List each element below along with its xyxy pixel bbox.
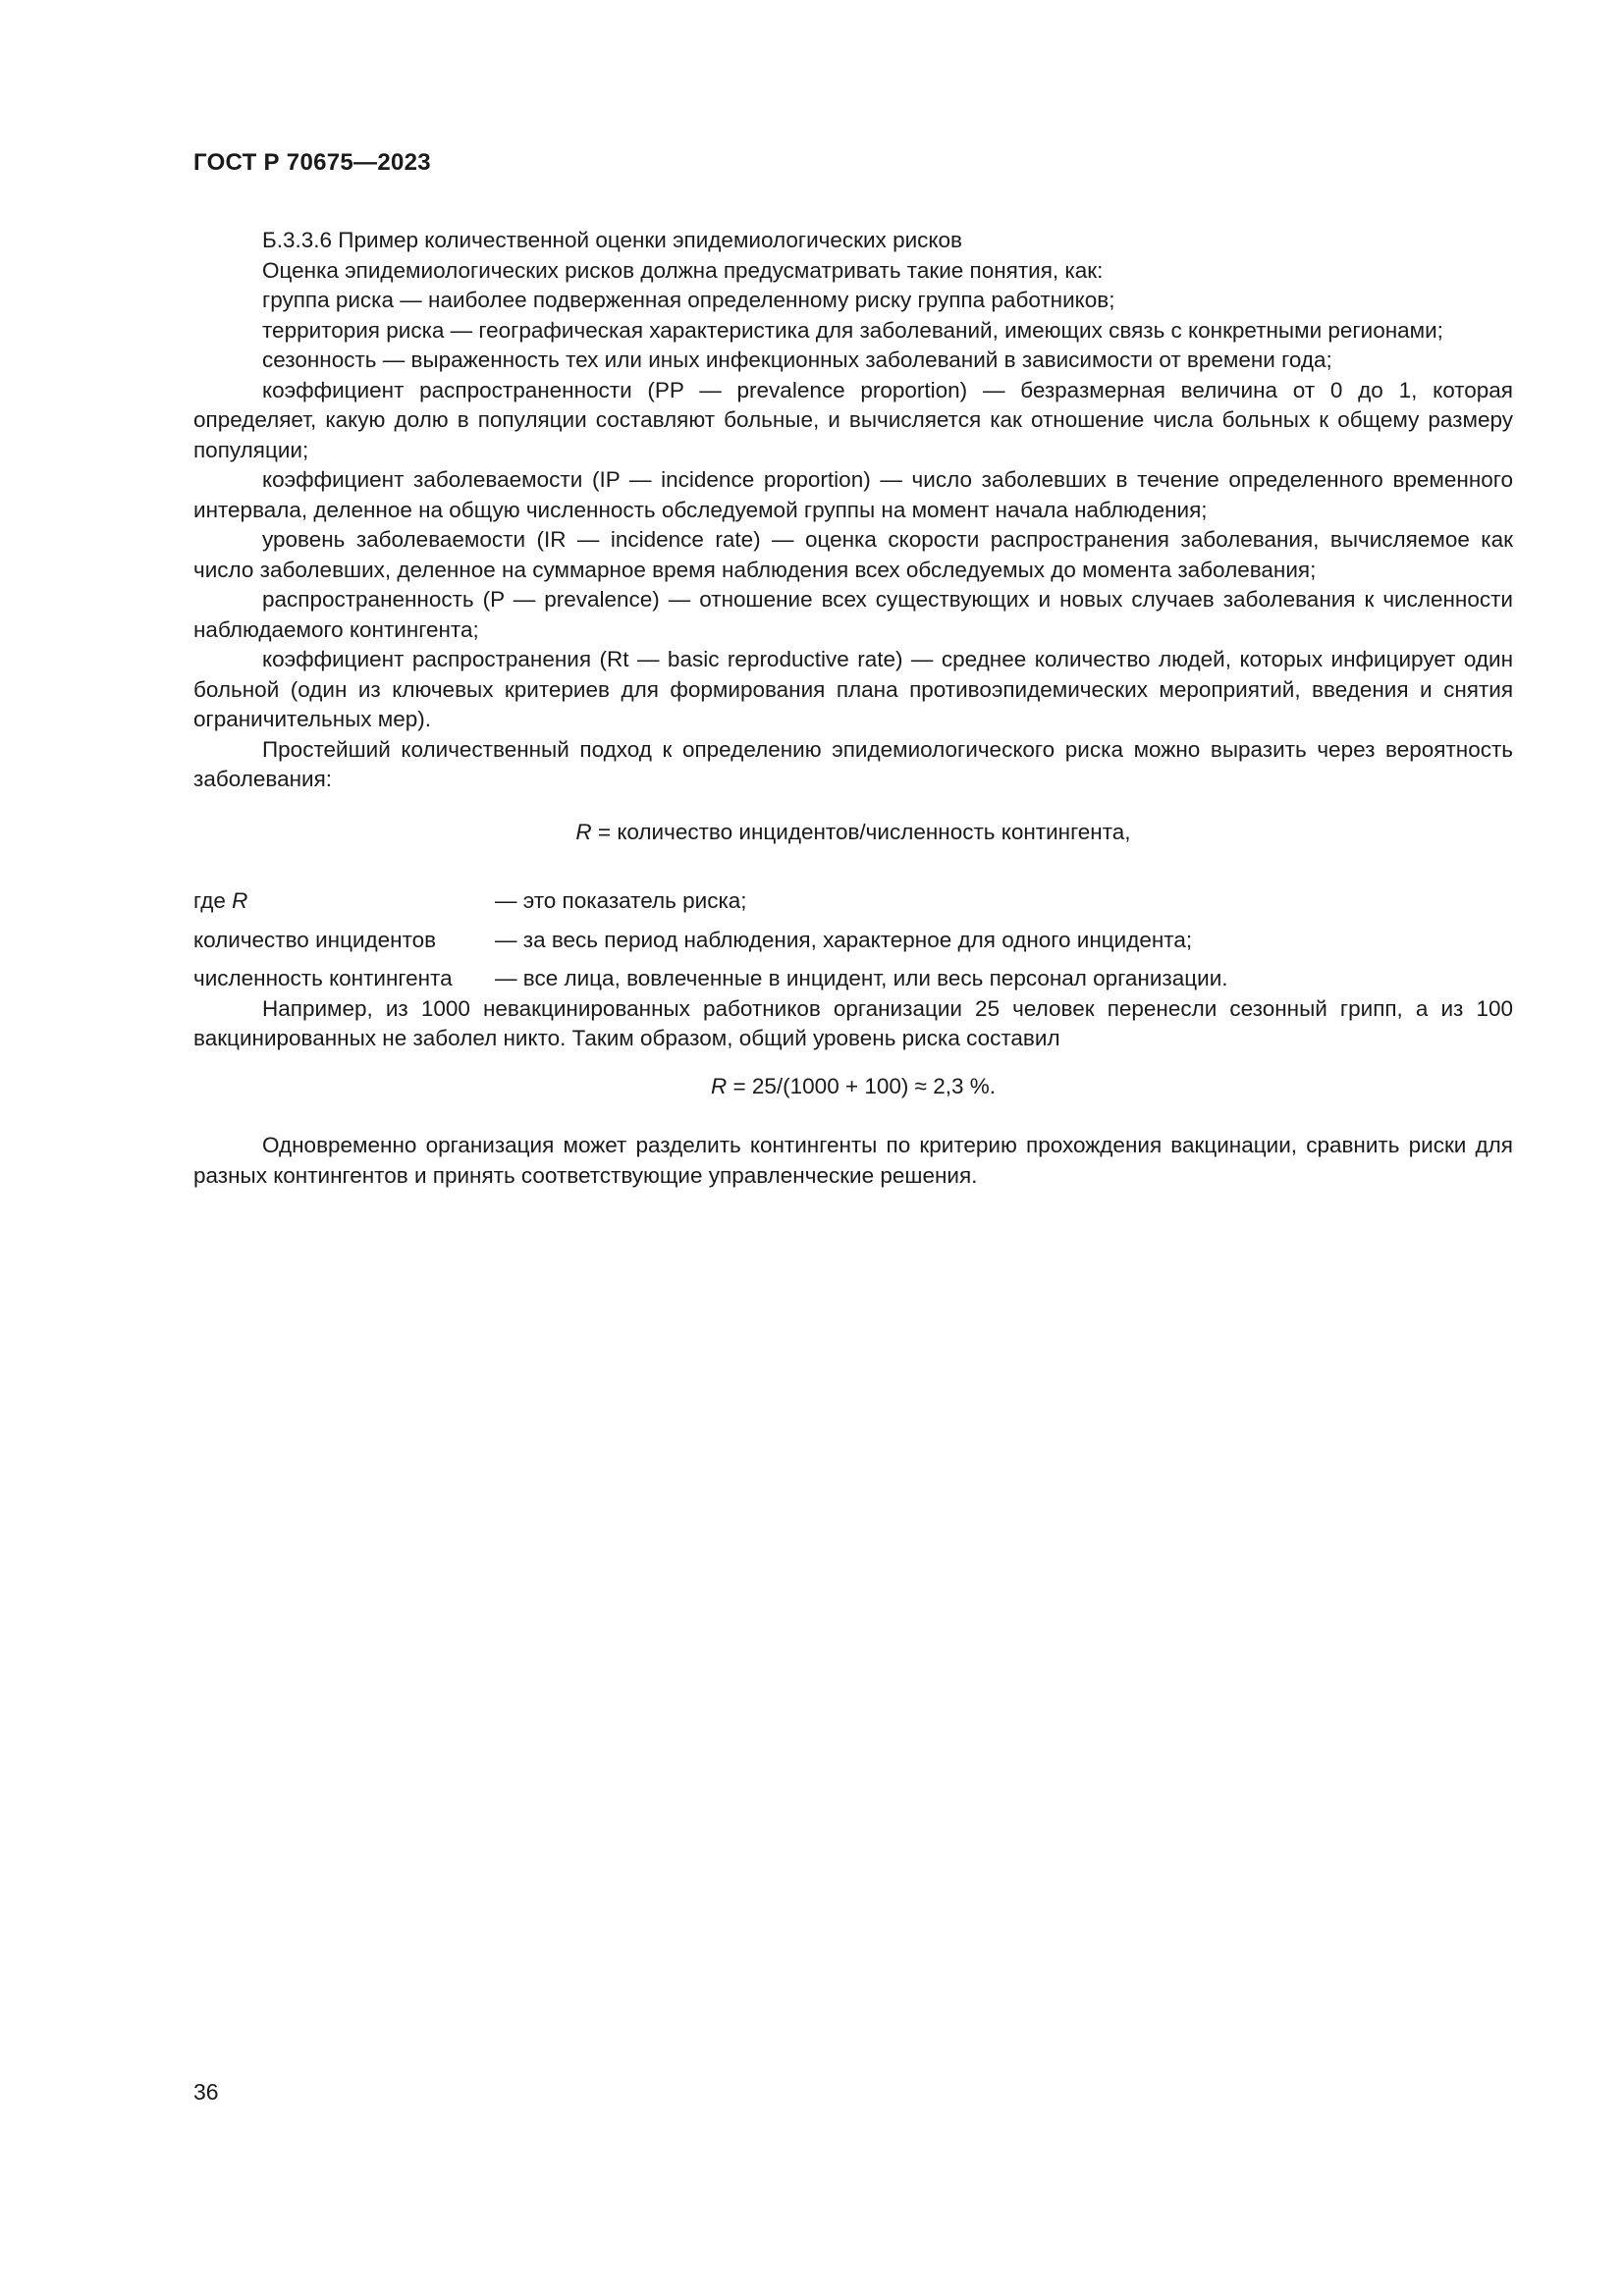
concept-prevalence: распространенность (P — prevalence) — отношение всех существующих и новых случаев заболевания к численности наблюдаемого контингента; <box>193 587 1513 642</box>
definition-term: количество инцидентов <box>193 927 437 952</box>
definition-row <box>193 886 1513 917</box>
concept-reproductive-rate: коэффициент распространения (Rt — basic reproductive rate) — среднее количество людей, которых инфицирует один больной (один из ключевых критериев для формирования плана противоэпидемических мероприятий, введения и снятия ограничительных мер). <box>193 647 1513 731</box>
where-prefix: где <box>193 888 233 913</box>
approach-paragraph: Простейший количественный подход к определению эпидемиологического риска можно выразить через вероятность заболевания: <box>193 736 1513 791</box>
document-code-header: ГОСТ Р 70675—2023 <box>193 149 431 176</box>
definition-term: численность контингента <box>193 966 453 990</box>
document-body <box>193 226 1513 1191</box>
concept-seasonality: сезонность — выраженность тех или иных инфекционных заболеваний в зависимости от времени года; <box>262 347 1332 372</box>
concept-incidence-proportion: коэффициент заболеваемости (IP — incidence proportion) — число заболевших в течение определенного временного интервала, деленное на общую численность обследуемой группы на момент начала наблюдения; <box>193 467 1513 522</box>
definition-text: — все лица, вовлеченные в инцидент, или весь персонал организации. <box>495 966 1228 990</box>
definition-term <box>193 886 495 917</box>
section-heading: Б.3.3.6 Пример количественной оценки эпидемиологических рисков <box>262 228 962 252</box>
concept-incidence-rate: уровень заболеваемости (IR — incidence rate) — оценка скорости распространения заболевания, вычисляемое как число заболевших, деленное на суммарное время наблюдения всех обследуемых до момента заболевания; <box>193 527 1513 582</box>
definition-variable: R <box>232 888 248 913</box>
example-paragraph: Например, из 1000 невакцинированных работников организации 25 человек перенесли сезонный грипп, а из 100 вакцинированных не заболел никто. Таким образом, общий уровень риска составил <box>193 995 1513 1050</box>
definition-text: — это показатель риска; <box>495 888 747 913</box>
where-definitions <box>193 886 1513 994</box>
page-number: 36 <box>193 2079 219 2105</box>
formula-expression: = количество инцидентов/численность контингента, <box>591 819 1131 844</box>
concept-prevalence-proportion: коэффициент распространенности (PP — prevalence proportion) — безразмерная величина от 0 до 1, которая определяет, какую долю в популяции составляют больные, и вычисляется как отношение числа больных к общему размеру популяции; <box>193 377 1513 462</box>
calculation-variable: R <box>710 1073 728 1098</box>
definition-row <box>193 964 1513 994</box>
formula-variable: R <box>575 819 592 844</box>
concept-risk-group: группа риска — наиболее подверженная определенному риску группа работников; <box>262 288 1115 312</box>
calculation-expression: = 25/(1000 + 100) ≈ 2,3 %. <box>727 1073 997 1098</box>
definition-text: — за весь период наблюдения, характерное для одного инцидента; <box>495 927 1193 952</box>
intro-paragraph: Оценка эпидемиологических рисков должна предусматривать такие понятия, как: <box>262 257 1104 283</box>
risk-calculation <box>193 1072 1513 1102</box>
concept-risk-territory: территория риска — географическая характеристика для заболеваний, имеющих связь с конкретными регионами; <box>262 317 1443 343</box>
risk-formula <box>193 818 1513 848</box>
definition-row <box>193 926 1513 956</box>
conclusion-paragraph: Одновременно организация может разделить контингенты по критерию прохождения вакцинации, сравнить риски для разных контингентов и принять соответствующие управленческие решения. <box>193 1133 1513 1188</box>
